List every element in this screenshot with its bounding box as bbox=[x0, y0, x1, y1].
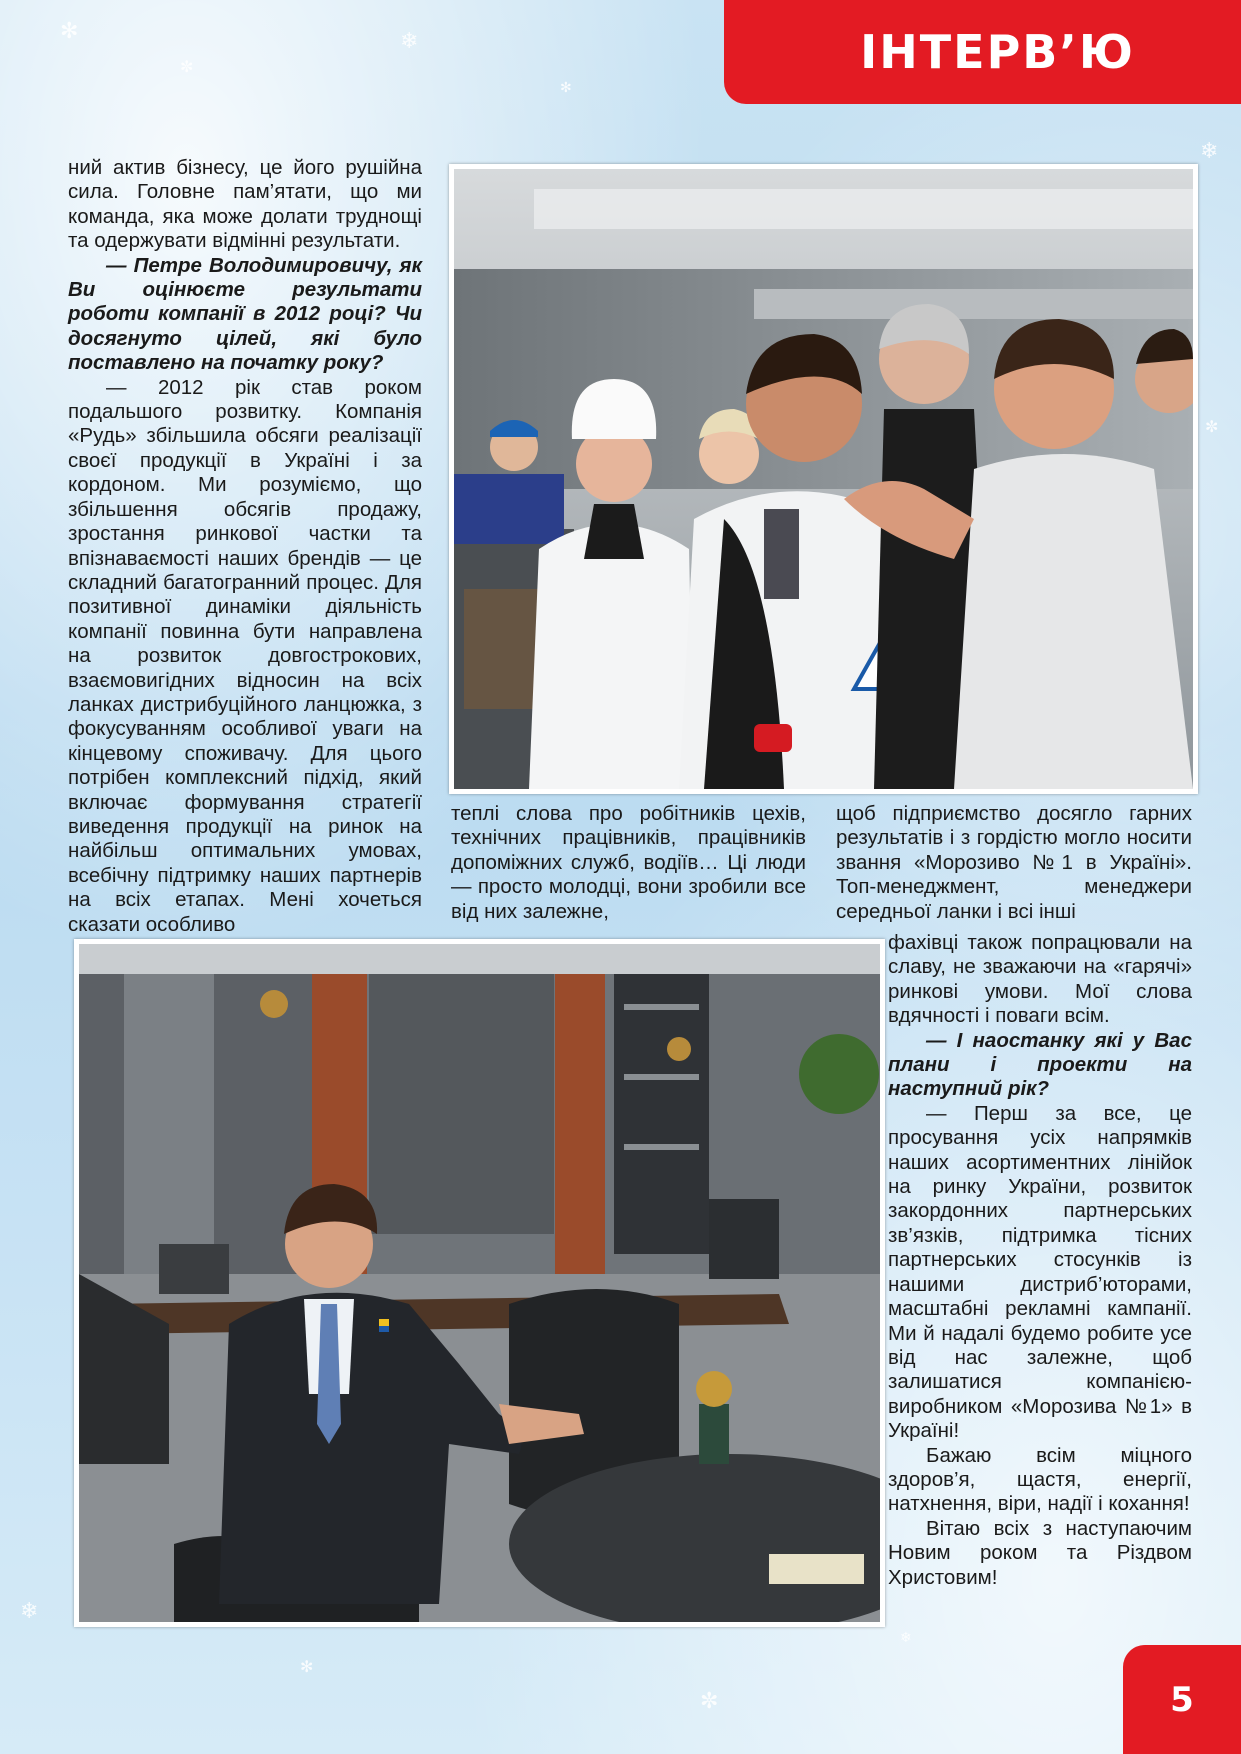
paragraph: ний актив бізнесу, це його рушійна сила. Головне пам’ятати, що ми команда, яка може долати труднощі та одержувати відмінні результати. bbox=[68, 156, 422, 253]
snowflake-icon: ❄ bbox=[1200, 138, 1219, 163]
snowflake-icon: ✼ bbox=[1205, 419, 1219, 436]
page-number: 5 bbox=[1170, 1679, 1194, 1720]
snowflake-icon: ❄ bbox=[400, 28, 419, 53]
article-column-3 bbox=[836, 802, 1192, 924]
article-column-4 bbox=[888, 931, 1192, 1590]
page-number-badge bbox=[1123, 1645, 1241, 1754]
interview-question: — І наостанку які у Вас плани і проекти на наступний рік? bbox=[888, 1028, 1192, 1101]
factory-visit-photo bbox=[449, 164, 1198, 794]
factory-visit-image bbox=[454, 169, 1193, 789]
paragraph: Вітаю всіх з наступаючим Новим роком та Різдвом Христовим! bbox=[888, 1516, 1192, 1589]
snowflake-icon: ✻ bbox=[560, 79, 572, 95]
snowflake-icon: ❄ bbox=[20, 1598, 39, 1623]
snowflake-icon: ✼ bbox=[700, 1688, 719, 1713]
section-header bbox=[724, 0, 1241, 104]
article-column-1 bbox=[68, 156, 422, 937]
paragraph: Бажаю всім міцного здоров’я, щастя, енергії, натхнення, віри, надії і кохання! bbox=[888, 1443, 1192, 1516]
snowflake-icon: ❄ bbox=[900, 1629, 912, 1645]
office-portrait-photo bbox=[74, 939, 885, 1627]
paragraph: — Перш за все, це просування усіх напрямків наших асортиментних лінійок на ринку України, розвиток закордонних партнерських зв’язків, підтримка тісних партнерських стосунків із нашими дистриб’юторами, масштабні рекламні кампанії. Ми й надалі будемо робите усе від нас залежне, щоб залишатися компанією-виробником «Морозива №1» в Україні! bbox=[888, 1101, 1192, 1443]
snowflake-icon: ✻ bbox=[300, 1659, 314, 1676]
snowflake-icon: ✼ bbox=[180, 59, 194, 76]
office-portrait-image bbox=[79, 944, 880, 1622]
paragraph: — 2012 рік став роком подальшого розвитку. Компанія «Рудь» збільшила обсяги реалізації своєї продукції в Україні і за кордоном. Ми розуміємо, що збільшення обсягів продажу, зростання ринкової частки та впізнаваємості наших брендів — це складний багатогранний процес. Для позитивної динаміки діяльність компанії повинна бути направлена на розвиток довгострокових, взаємовигідних відносин на всіх ланках дистрибуційного ланцюжка, з фокусуванням особливої уваги на кінцевому споживачу. Для цього потрібен комплексний підхід, який включає формування стратегії виведення продукції на ринок на найбільш оптимальних умовах, всебічну підтримку наших партнерів на всіх етапах. Мені хочеться сказати особливо bbox=[68, 375, 422, 936]
paragraph: фахівці також попрацювали на славу, не зважаючи на «гарячі» ринкові умови. Мої слова вдячності і поваги всім. bbox=[888, 931, 1192, 1028]
article-column-2 bbox=[451, 802, 806, 924]
paragraph: теплі слова про робітників цехів, технічних працівників, працівників допоміжних служб, водіїв… Ці люди — просто молодці, вони зробили все від них залежне, bbox=[451, 802, 806, 923]
interview-question: — Петре Володимировичу, як Ви оцінюєте результати роботи компанії в 2012 році? Чи досягнуто цілей, які було поставлено на початку року? bbox=[68, 253, 422, 375]
snowflake-icon: ✻ bbox=[60, 18, 79, 43]
section-title: ІНТЕРВ’Ю bbox=[860, 25, 1135, 79]
paragraph: щоб підприємство досягло гарних результатів і з гордістю могло носити звання «Морозиво №1 в Україні». Топ-менеджмент, менеджери середньої ланки і всі інші bbox=[836, 802, 1192, 923]
